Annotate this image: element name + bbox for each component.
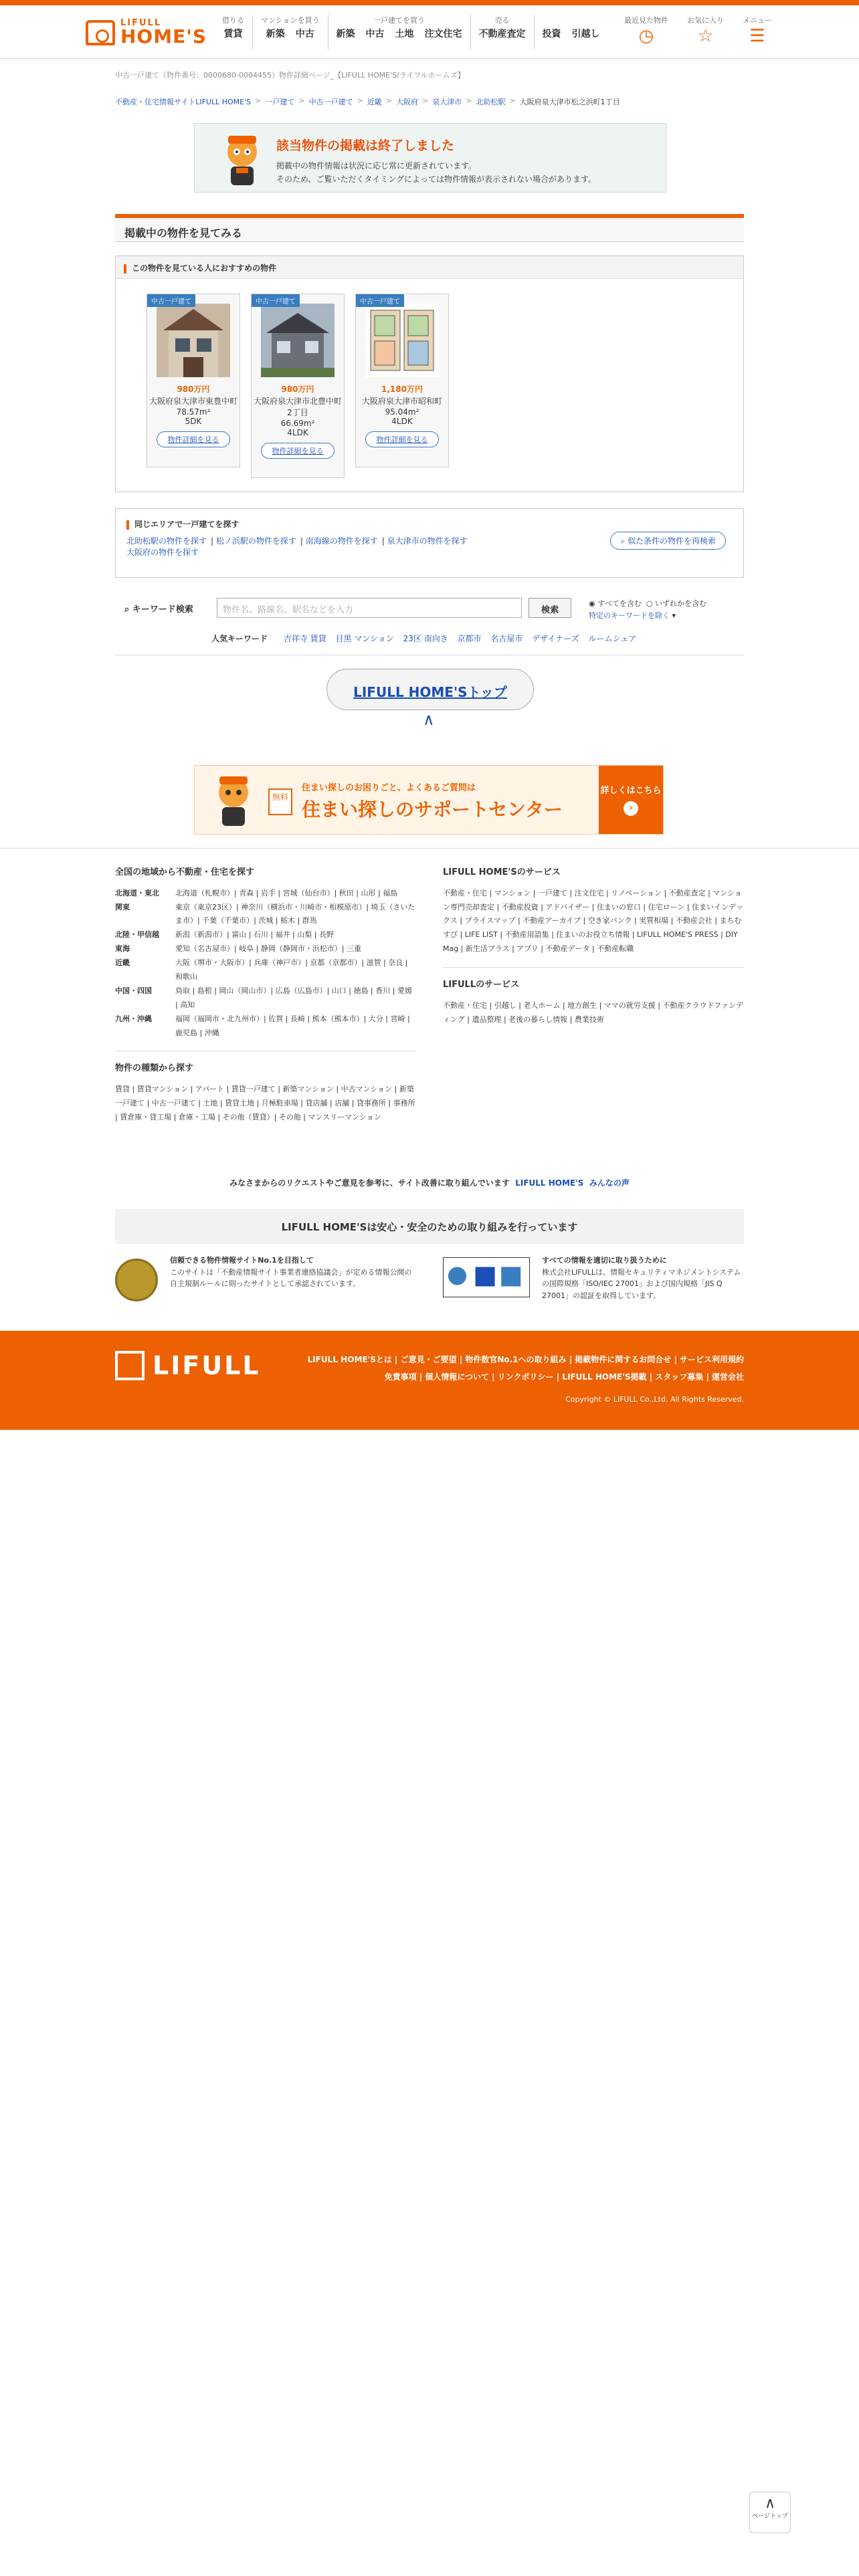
link-pref[interactable]: 大阪府の物件を探す (126, 548, 199, 557)
property-card[interactable] (355, 294, 449, 467)
area-links[interactable]: 新潟（新潟市）| 富山 | 石川 | 福井 | 山梨 | 長野 (175, 930, 334, 940)
area-links[interactable]: 鳥取 | 島根 | 岡山（岡山市）| 広島（広島市）| 山口 | 徳島 | 香川 | 愛媛 | 高知 (175, 986, 412, 1009)
type-links[interactable]: 賃貸 | 賃貸マンション | アパート | 賃貸一戸建て | 新築マンション | 中古マンション | 新築一戸建て | 中古一戸建て | 土地 | 賃貸土地 | 月極駐車場 | 貸店舗 | 店舗 | 貸事務所 | 事務所 | 賃倉庫・貸工場 | 倉庫・工場 | その他（賃貸）| その他 | マンスリーマンション (115, 1085, 415, 1121)
nav-group-house: 一戸建てを買う 新築 中古 土地 注文住宅 (328, 15, 470, 49)
card-plan: 5DK (185, 416, 202, 426)
chevron-up-icon: ∧ (764, 2495, 776, 2512)
property-photo-icon (157, 304, 230, 377)
main-nav (214, 15, 608, 49)
top-accent-bar (0, 0, 859, 5)
nav-group-rent: 借りる 賃貸 (222, 16, 244, 39)
card-price: 980万円 (281, 385, 314, 394)
breadcrumb: 不動産・住宅情報サイトLIFULL HOME'S > 一戸建て > 中古一戸建て > 近畿 > 大阪府 > 泉大津市 > 北助松駅 > 大阪府泉大津市松之浜町1丁目 (115, 96, 620, 106)
card-price: 1,180万円 (381, 385, 423, 394)
card-tag: 中古一戸建て (252, 294, 300, 307)
card-detail-button[interactable]: 物件詳細を見る (365, 431, 439, 447)
nav-group-other (534, 15, 608, 49)
same-area-panel: 同じエリアで一戸建てを探す 北助松駅の物件を探す | 松ノ浜駅の物件を探す | 南海線の物件を探す | 泉大津市の物件を探す 大阪府の物件を探す ⌕ 似た条件の物件を再検索 (115, 508, 744, 578)
site-header (0, 5, 859, 59)
chevron-down-icon: ▾ (672, 611, 676, 620)
header-right-nav (624, 15, 772, 47)
popular-keywords (211, 633, 643, 644)
nav-house-used[interactable]: 中古 (365, 29, 385, 39)
radio-any[interactable]: ○ (646, 599, 655, 608)
arrow-right-icon: › (624, 801, 638, 816)
crumb-izumiotsu[interactable]: 泉大津市 (432, 98, 462, 106)
footer-bar (0, 1331, 859, 1430)
area-links[interactable]: 北海道（札幌市）| 青森 | 岩手 | 宮城（仙台市）| 秋田 | 山形 | 福島 (175, 888, 398, 897)
trust1-title: 信頼できる物件情報サイトNo.1を目指して (170, 1256, 314, 1265)
card-area: 78.57m² (176, 407, 211, 417)
same-area-heading: 同じエリアで一戸建てを探す (134, 520, 240, 529)
area-links[interactable]: 大阪（堺市・大阪市）| 兵庫（神戸市）| 京都（京都市）| 滋賀 | 奈良 | 和歌山 (175, 958, 408, 982)
area-links[interactable]: 東京（東京23区）| 神奈川（横浜市・川崎市・相模原市）| 埼玉（さいたま市）| 千葉（千葉市）| 茨城 | 栃木 | 群馬 (175, 902, 415, 926)
nav-custom-home[interactable]: 注文住宅 (424, 29, 462, 39)
nav-invest[interactable]: 投資 (542, 29, 561, 39)
pop-keyword[interactable]: ルームシェア (588, 634, 637, 643)
exclude-keyword-link[interactable]: 特定のキーワードを除く (589, 611, 670, 620)
card-area: 95.04m² (385, 407, 419, 417)
pop-keyword[interactable]: 目黒 マンション (335, 634, 394, 643)
crumb-kinki[interactable]: 近畿 (367, 98, 382, 106)
keyword-search: ⌕ キーワード検索 物件名、路線名、駅名などを入力 検索 ◉ すべてを含む ○ いずれかを含む 特定のキーワードを除く ▾ 人気キーワード 吉祥寺 賃貸 目黒 マンション 23区 南向き 京都市 名古屋市 デザイナーズ ルームシェア (115, 594, 744, 655)
link-station[interactable]: 北助松駅の物件を探す (126, 536, 207, 546)
card-detail-button[interactable]: 物件詳細を見る (157, 431, 230, 447)
card-plan: 4LDK (391, 416, 413, 426)
area-links[interactable]: 福岡（福岡市・北九州市）| 佐賀 | 長崎 | 熊本（熊本市）| 大分 | 宮崎 | 鹿児島 | 沖縄 (175, 1014, 410, 1037)
lifull-footer-logo[interactable]: LIFULL (115, 1351, 261, 1380)
crumb-used-house[interactable]: 中古一戸建て (308, 98, 353, 106)
card-tag: 中古一戸建て (147, 294, 195, 307)
link-station2[interactable]: 松ノ浜駅の物件を探す (215, 536, 296, 546)
site-logo[interactable] (86, 19, 207, 46)
card-tag: 中古一戸建て (356, 294, 404, 307)
copyright: Copyright © LIFULL Co.,Ltd. All Rights Reserved. (565, 1395, 744, 1404)
page-note: 中古一戸建て（物件番号：0000680-0004455）物件詳細ページ_【LIFULL HOME'S/ライフルホームズ】 (115, 71, 465, 80)
property-photo-icon (261, 304, 335, 377)
free-badge: 無料 (268, 788, 292, 815)
nav-mansion-used[interactable]: 中古 (295, 29, 314, 39)
keyword-search-button[interactable]: 検索 (529, 598, 571, 618)
link-line[interactable]: 南海線の物件を探す (305, 536, 378, 546)
isms-badge-icon (443, 1257, 530, 1297)
recommended-panel (115, 255, 744, 492)
clock-icon: ◷ (638, 26, 654, 46)
trust2-body: 株式会社LIFULLは、情報セキュリティマネジメントシステムの国際規格「ISO/IEC 27001」および国内規格「JIS Q 27001」の認証を取得しています。 (542, 1267, 741, 1300)
nav-rent[interactable]: 賃貸 (223, 29, 243, 39)
type-heading: 物件の種類から探す (115, 1063, 194, 1074)
nav-house-new[interactable]: 新築 (336, 29, 355, 39)
voice-link-homes[interactable]: LIFULL HOME'S (515, 1178, 584, 1188)
mascot-icon (219, 132, 266, 188)
card-price: 980万円 (177, 385, 210, 394)
certification-badge-icon (115, 1259, 158, 1301)
menu-button[interactable]: メニュー ☰ (743, 16, 772, 46)
house-logo-icon (86, 20, 115, 45)
property-card[interactable] (147, 294, 240, 467)
listing-ended-notice (194, 123, 666, 193)
star-icon: ☆ (697, 26, 714, 46)
crumb-top[interactable]: 不動産・住宅情報サイトLIFULL HOME'S (115, 98, 252, 106)
card-area: 66.69m² (280, 418, 315, 428)
trust2-title: すべての情報を適切に取り扱うために (542, 1256, 667, 1265)
pop-keyword[interactable]: 吉祥寺 賃貸 (283, 634, 326, 643)
card-address: 大阪府泉大津市北豊中町2丁目 (253, 397, 342, 417)
section-title: 掲載中の物件を見てみる (115, 214, 744, 242)
crumb-house[interactable]: 一戸建て (265, 98, 295, 106)
popular-label: 人気キーワード (211, 634, 268, 643)
homes-top-button[interactable]: LIFULL HOME'Sトップ (326, 669, 534, 710)
logo-lifull: LIFULL (120, 18, 162, 28)
card-address: 大阪府泉大津市昭和町 (361, 397, 442, 406)
card-detail-button[interactable]: 物件詳細を見る (261, 443, 335, 459)
area-links[interactable]: 愛知（名古屋市）| 岐阜 | 静岡（静岡市・浜松市）| 三重 (175, 944, 362, 954)
property-card[interactable] (251, 294, 345, 478)
lifull-logo-icon (115, 1351, 145, 1380)
floor-plan-icon (365, 304, 439, 377)
link-city[interactable]: 泉大津市の物件を探す (387, 536, 468, 546)
card-address: 大阪府泉大津市東豊中町 (149, 397, 237, 406)
nav-appraisal[interactable]: 不動産査定 (478, 29, 526, 39)
pop-keyword[interactable]: 名古屋市 (490, 634, 523, 643)
lifull-links[interactable]: 不動産・住宅 | 引越し | 老人ホーム | 地方創生 | ママの就労支援 | 不動産クラウドファンディング | 遺品整理 | 老後の暮らし情報 | 農業技術 (443, 1000, 743, 1024)
ended-line2: そのため、ご覧いただくタイミングによっては物件情報が表示されない場合があります。 (276, 175, 597, 184)
nav-group-mansion: マンションを買う 新築 中古 (252, 15, 328, 49)
pop-keyword[interactable]: 23区 南向き (403, 634, 448, 643)
recent-viewed-button[interactable]: 最近見た物件 ◷ (624, 16, 668, 46)
search-icon: ⌕ (620, 536, 628, 546)
support-line1: 住まい探しのお困りごと、よくあるご質問は (302, 783, 476, 793)
card-plan: 4LDK (287, 427, 308, 437)
service-heading: LIFULL HOME'Sのサービス (443, 867, 561, 877)
support-detail-button[interactable]: 詳しくはこちら › (599, 766, 663, 834)
nav-moving[interactable]: 引越し (571, 29, 600, 39)
lifull-heading: LIFULLのサービス (443, 980, 520, 990)
voice-line: みなさまからのリクエストやご意見を参考に、サイト改善に取り組んでいます LIFULL HOME'S みんなの声 (229, 1178, 630, 1188)
area-heading: 全国の地域から不動産・住宅を探す (115, 867, 255, 877)
crumb-current: 大阪府泉大津市松之浜町1丁目 (519, 98, 620, 106)
ended-line1: 掲載中の物件情報は状況に応じ常に更新されています。 (276, 161, 477, 171)
keyword-label: キーワード検索 (132, 605, 193, 615)
ended-title: 該当物件の掲載は終了しました (276, 138, 455, 153)
footer-links-row1[interactable]: LIFULL HOME'Sとは | ご意見・ご要望 | 物件数官No.1への取り組み | 掲載物件に関するお問合せ | サービス利用規約 (307, 1355, 744, 1364)
page-top-button[interactable]: ∧ ページトップ (749, 2492, 791, 2533)
magnifier-icon: ⌕ (124, 605, 132, 615)
footer-links-row2[interactable]: 免責事項 | 個人情報について | リンクポリシー | LIFULL HOME'S掲載 | スタッフ募集 | 運営会社 (384, 1372, 744, 1382)
pop-keyword[interactable]: 京都市 (457, 634, 482, 643)
nav-group-sell: 売る 不動産査定 (470, 15, 534, 49)
favorites-button[interactable]: お気に入り ☆ (687, 16, 724, 46)
nav-land[interactable]: 土地 (395, 29, 414, 39)
service-links[interactable]: 不動産・住宅 | マンション | 一戸建て | 注文住宅 | リノベーション | 不動産査定 | マンション専門売却査定 | 不動産投資 | アドバイザー | 住まいの窓口 | 住宅ローン | 住まいインデックス | プライスマップ | 不動産アーカイブ | 空き家バンク | 実質相場 | 不動産会社 | まちむすび | LIFE LIST | 不動産用語集 | 住まいのお役立ち情報 | LIFULL HOME'S PRESS | DIY Mag | 新生活プラス | アプリ | 不動産データ | 不動産転職 (443, 888, 743, 954)
keyword-input[interactable]: 物件名、路線名、駅名などを入力 (217, 598, 522, 618)
voice-link[interactable]: みんなの声 (589, 1178, 630, 1188)
mascot-icon (208, 772, 259, 829)
chevron-up-icon[interactable]: ∧ (423, 710, 435, 729)
menu-icon: ☰ (749, 26, 765, 46)
radio-all[interactable]: ◉ (589, 599, 598, 608)
trust1-body: このサイトは「不動産情報サイト事業者連絡協議会」が定める情報公開の自主規制ルールに則ったサイトとして承認されています。 (170, 1267, 412, 1289)
similar-search-button[interactable]: ⌕ 似た条件の物件を再検索 (610, 532, 726, 550)
footer-links: 全国の地域から不動産・住宅を探す 北海道・東北 北海道（札幌市）| 青森 | 岩手 | 宮城（仙台市）| 秋田 | 山形 | 福島 関東 東京（東京23区）| 神奈川（横浜市・川崎市・相模原市）| 埼玉（さいたま市）| 千葉（千葉市）| 茨城 | 栃木 | 群馬 北陸・甲信越 新潟（新潟市）| 富山 | 石川 | 福井 | 山梨 | 長野 東海 愛知（名古屋市）| 岐阜 | 静岡（静岡市・浜松市）| 三重 近畿 大阪（堺市・大阪市）| 兵庫（神戸市）| 京都（京都市）| 滋賀 | 奈良 | 和歌山 中国・四国 鳥取 | 島根 | 岡山（岡山市）| 広島（広島市）| 山口 | 徳島 | 香川 | 愛媛 | 高知 九州・沖縄 福岡（福岡市・北九州市）| 佐賀 | 長崎 | 熊本（熊本市）| 大分 | 宮崎 | 鹿児島 | 沖縄 物件の種類から探す 賃貸 | 賃貸マンション | アパート | 賃貸一戸建て | 新築マンション | 中古マンション | 新築一戸建て | 中古一戸建て | 土地 | 賃貸土地 | 月極駐車場 | 貸店舗 | 店舗 | 貸事務所 | 事務所 | 賃倉庫・貸工場 | 倉庫・工場 | その他（賃貸）| その他 | マンスリーマンション LIFULL HOME'Sのサービス 不動産・住宅 | マンション | 一戸建て | 注文住宅 | リノベーション | 不動産査定 | マンション専門売却査定 | 不動産投資 | アドバイザー | 住まいの窓口 | 住宅ローン | 住まいインデックス | プライスマップ | 不動産アーカイブ | 空き家バンク | 実質相場 | 不動産会社 | まちむすび | LIFE LIST | 不動産用語集 | 住まいのお役立ち情報 | LIFULL HOME'S PRESS | DIY Mag | 新生活プラス | アプリ | 不動産データ | 不動産転職 LIFULLのサービス 不動産・住宅 | 引越し | 老人ホーム | 地方創生 | ママの就労支援 | 不動産クラウドファンディング | 遺品整理 | 老後の暮らし情報 | 農業技術 (0, 848, 859, 1329)
nav-mansion-new[interactable]: 新築 (266, 29, 285, 39)
pop-keyword[interactable]: デザイナーズ (532, 634, 579, 643)
crumb-osaka[interactable]: 大阪府 (396, 98, 418, 106)
support-line2: 住まい探しのサポートセンター (302, 798, 563, 821)
crumb-station[interactable]: 北助松駅 (476, 98, 506, 106)
support-center-banner[interactable] (194, 765, 664, 835)
safety-banner: LIFULL HOME'Sは安心・安全のための取り組みを行っています (115, 1209, 744, 1244)
reco-heading: この物件を見ている人におすすめの物件 (132, 263, 277, 273)
logo-homes: HOME'S (120, 25, 207, 47)
